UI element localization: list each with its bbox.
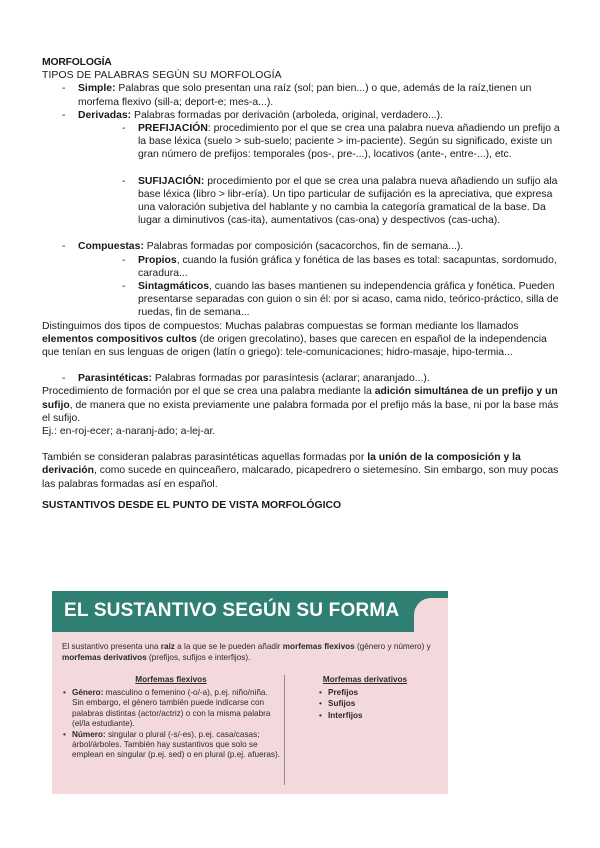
term-propios: Propios <box>138 254 177 266</box>
prefijacion-text: : procedimiento por el que se crea una palabra nueva añadiendo un prefijo a la base léxica (suelo > sub-suelo; paciente > im-paciente). Según su significado, existe un gran número de prefijos: temporales (pos-, pre-...), locativos (ante-, entre-...), etc. <box>138 123 560 161</box>
genero-item: • Género: masculino o femenino (-o/-a), p.ej. niño/niña. Sin embargo, el género también puede indicarse con palabras distintas (actor/actriz) o con la misma palabra (el/la estudiante). <box>62 688 280 729</box>
term-sufijacion: SUFIJACIÓN: <box>138 175 205 187</box>
term-prefijacion: PREFIJACIÓN <box>138 123 208 135</box>
paragraph-composicion-derivacion: También se consideran palabras parasintéticas aquellas formadas por la unión de la composición y la derivación, como sucede en quinceañero, malcarado, picapedrero o sietemesino. Sin embargo, son muy pocas las palabras formadas así en español. <box>42 452 559 490</box>
page-title: MORFOLOGÍA <box>42 57 112 68</box>
list-item-parasinteticas: - Parasintéticas: Palabras formadas por parasíntesis (aclarar; anaranjado...). <box>62 373 430 385</box>
card-title: EL SUSTANTIVO SEGÚN SU FORMA <box>64 600 400 621</box>
list-item-derivadas: - Derivadas: Palabras formadas por derivación (arboleda, original, verdadero...). <box>62 109 444 121</box>
derivativo-item: • Sufijos <box>318 699 440 709</box>
paragraph-compositivos: Distinguimos dos tipos de compuestos: Muchas palabras compuestas se forman mediante los llamados elementos compositivos cultos (de origen grecolatino), bases que carecen en español de la independencia que tenían en sus lenguas de origen (latín o griego): tele-comunicaciones; hidro-masaje, hipo-termia... <box>42 320 547 359</box>
term-sintagmaticos: Sintagmáticos <box>138 281 210 293</box>
list-item-sintagmaticos: - Sintagmáticos, cuando las bases mantienen su independencia gráfica y fonética. Pueden presentarse separadas con guion o sin él: por si acaso, cama nido, teórico-práctico, silla de ruedas, fin de semana... <box>122 281 559 319</box>
decorative-shape-icon <box>414 598 448 632</box>
sintagmaticos-text: , cuando las bases mantienen su independencia gráfica y fonética. Pueden presentarse separadas con guion o sin él: por si acaso, cama nido, teórico-práctico, silla de ruedas, fin de semana... <box>138 281 559 319</box>
simple-text: Palabras que solo presentan una raíz (sol; pan bien...) o que, además de la raíz,tienen un morfema flexivo (sill-a; deport-e; mes-a...). <box>78 83 532 108</box>
term-compuestas: Compuestas: <box>78 241 144 253</box>
paragraph-parasintesis: Procedimiento de formación por el que se crea una palabra mediante la adición simultánea de un prefijo y un sufijo, de manera que no exista previamente une palabra formada por el prefijo más la base, ni por la base más el sufijo. <box>42 386 559 424</box>
section-heading: SUSTANTIVOS DESDE EL PUNTO DE VISTA MORFOLÓGICO <box>42 499 342 511</box>
card-header <box>52 591 448 632</box>
flexivos-column <box>62 675 280 762</box>
propios-text: , cuando la fusión gráfica y fonética de las bases es total: sacapuntas, sordomudo, caradura... <box>138 254 557 279</box>
derivadas-text: Palabras formadas por derivación (arboleda, original, verdadero...). <box>131 109 444 121</box>
list-item-compuestas: - Compuestas: Palabras formadas por composición (sacacorchos, fin de semana...). <box>62 241 464 253</box>
compuestas-text: Palabras formadas por composición (sacacorchos, fin de semana...). <box>143 241 464 253</box>
example-line: Ej.: en-roj-ecer; a-naranj-ado; a-lej-ar. <box>42 426 216 438</box>
list-item-simples: - Simple: Palabras que solo presentan una raíz (sol; pan bien...) o que, además de la raíz,tienen un morfema flexivo (sill-a; deport-e; mes-a...). <box>62 83 532 108</box>
flexivos-heading: Morfemas flexivos <box>135 675 207 684</box>
derivativos-column <box>290 675 440 722</box>
list-item-sufijacion: - SUFIJACIÓN: procedimiento por el que se crea una palabra nueva añadiendo un sufijo ala base léxica (libro > libr-ería). Un tipo particular de sufijación es la apreciativa, que expresa una valoración subjetiva del hablante y no cambia la categoría gramatical de la base. Da lugar a diminutivos (cas-ita), aumentativos (cas-ona) y despectivos (cas-ucha). <box>122 175 558 227</box>
list-item-propios: - Propios, cuando la fusión gráfica y fonética de las bases es total: sacapuntas, sordomudo, caradura... <box>122 254 557 279</box>
numero-item: • Número: singular o plural (-s/-es), p.ej. casa/casas; árbol/árboles. También hay sustantivos que solo se emplean en singular (p.ej. sed) o en plural (p.ej. afueras). <box>62 730 280 761</box>
sufijacion-text: procedimiento por el que se crea una palabra nueva añadiendo un sufijo ala base léxica (libro > libr-ería). Un tipo particular de sufijación es la apreciativa, que expresa una valoración subjetiva del hablante y no cambia la categoría gramatical de la base. Da lugar a diminutivos (cas-ita), aumentativos (cas-ona) y despectivos (cas-ucha). <box>138 175 558 227</box>
page-subtitle: TIPOS DE PALABRAS SEGÚN SU MORFOLOGÍA <box>42 70 282 82</box>
derivativo-item: • Interfijos <box>318 711 440 721</box>
term-simple: Simple: <box>78 83 116 95</box>
derivativo-item: • Prefijos <box>318 688 440 698</box>
document-body <box>42 56 562 512</box>
parasinteticas-text: Palabras formadas por parasíntesis (aclarar; anaranjado...). <box>151 373 430 385</box>
card-intro: El sustantivo presenta una raíz a la que se le pueden añadir morfemas flexivos (género y número) y morfemas derivativos (prefijos, sufijos e interfijos). <box>62 642 431 662</box>
list-item-prefijacion: - PREFIJACIÓN: procedimiento por el que se crea una palabra nueva añadiendo un prefijo a la base léxica (suelo > sub-suelo; paciente > im-paciente). Según su significado, existe un gran número de prefijos: temporales (pos-, pre-...), locativos (ante-, entre-...), etc. <box>122 123 560 161</box>
column-divider <box>284 675 285 785</box>
term-parasinteticas: Parasintéticas: <box>78 373 152 385</box>
term-derivadas: Derivadas: <box>78 109 132 121</box>
derivativos-heading: Morfemas derivativos <box>322 675 408 684</box>
infographic-card <box>52 591 448 794</box>
